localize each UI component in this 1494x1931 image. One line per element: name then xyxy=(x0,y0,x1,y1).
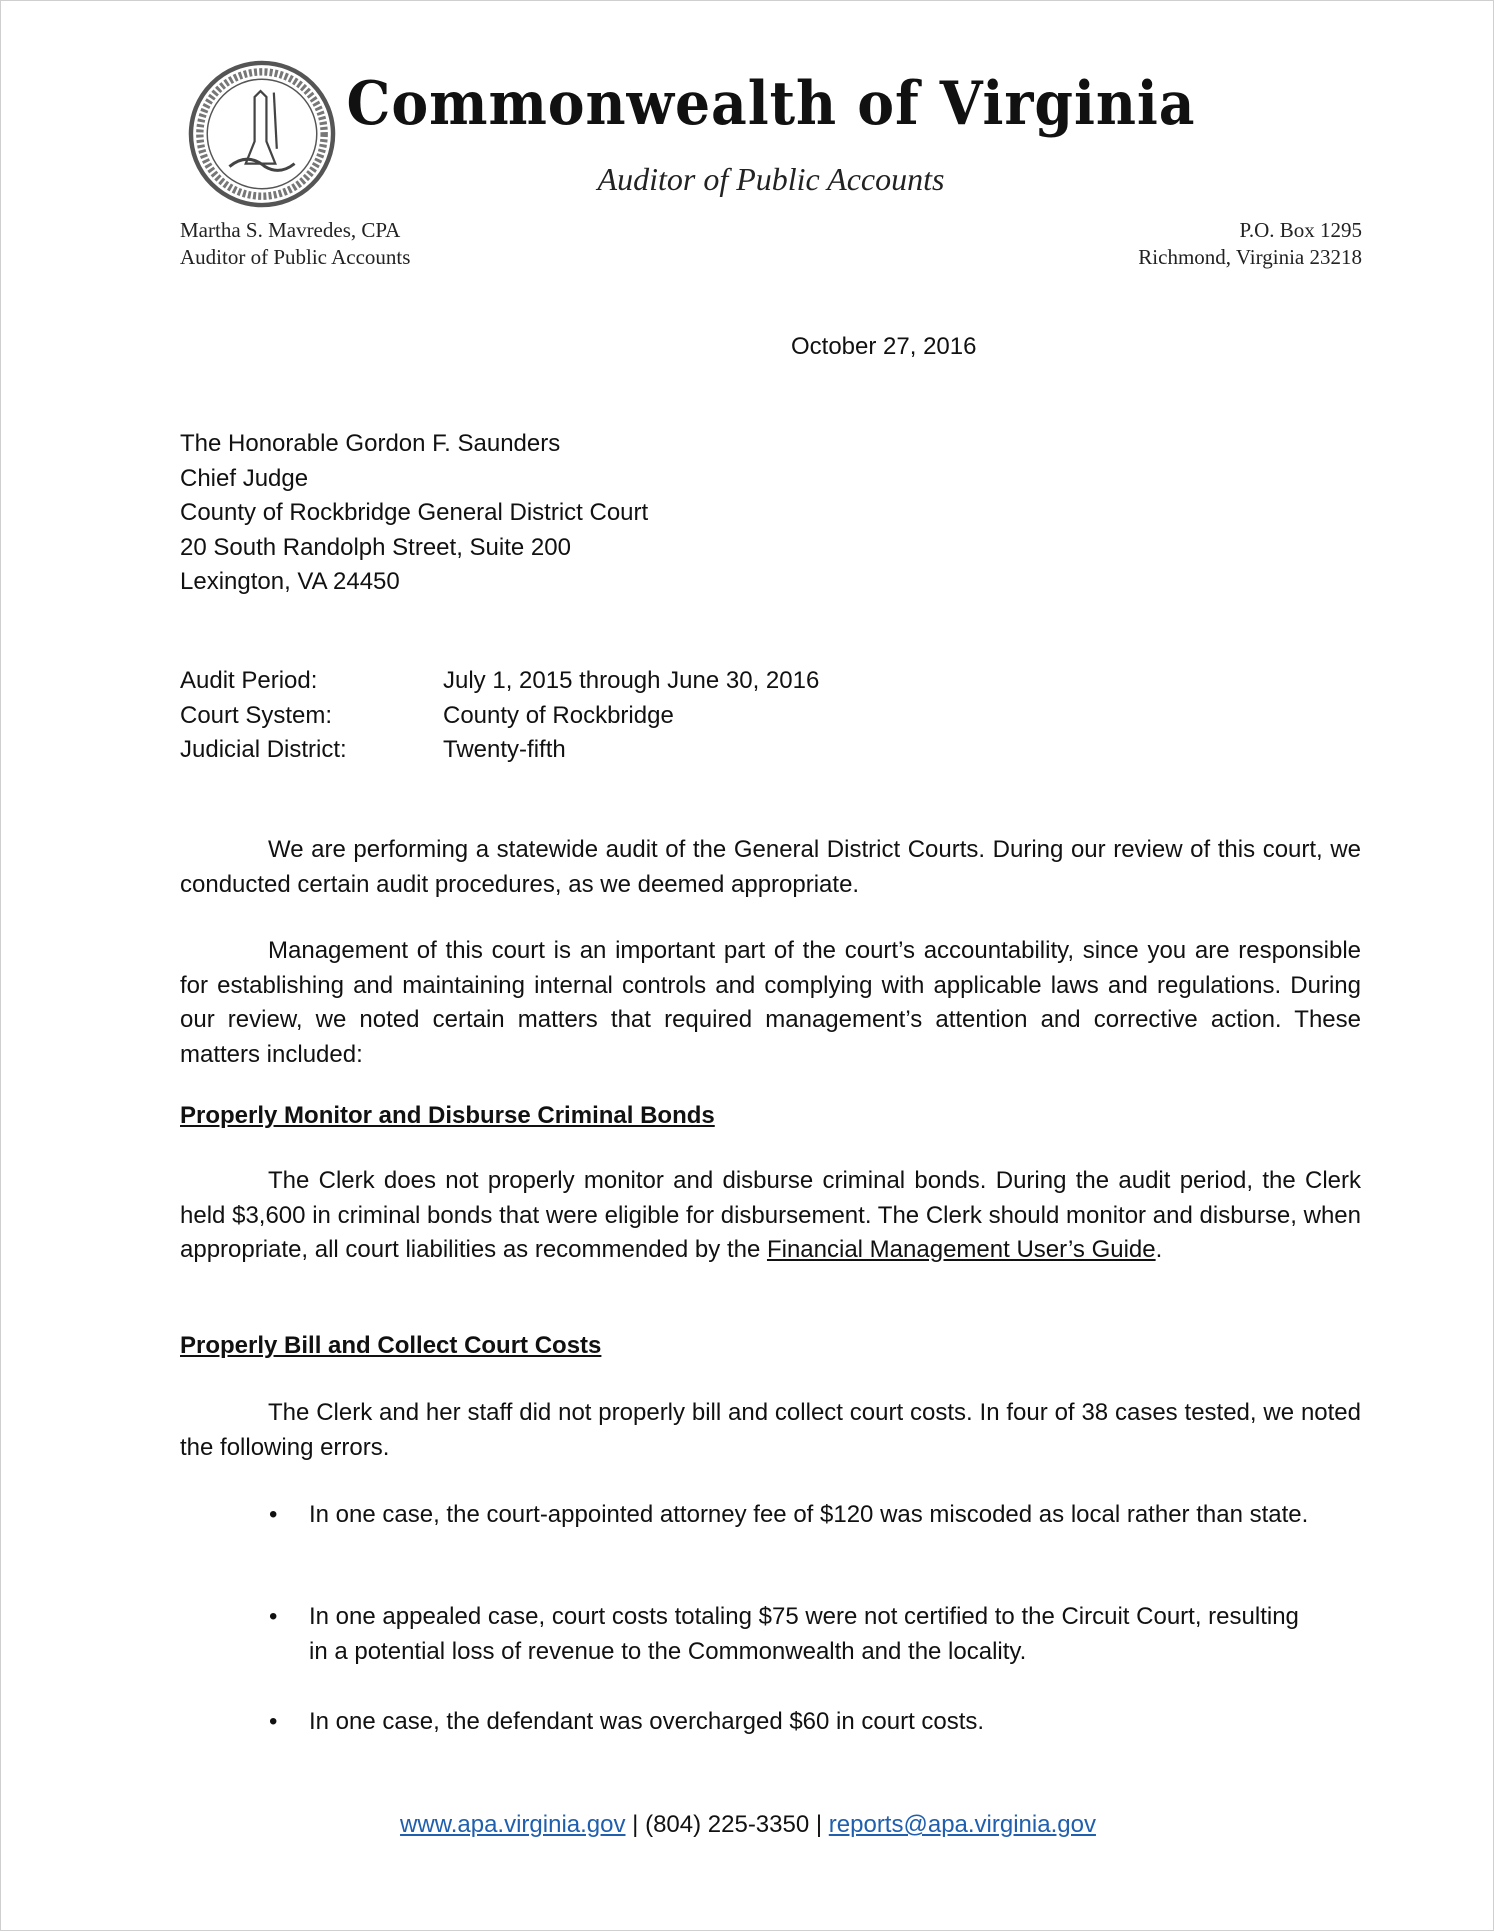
paragraph-intro: We are performing a statewide audit of the General District Courts. During our review of this court, we conducted certain audit procedures, as we deemed appropriate. xyxy=(180,836,1361,898)
office-address xyxy=(1138,217,1362,271)
bullet-icon: • xyxy=(269,1708,278,1735)
letterhead-title: Commonwealth of Virginia xyxy=(346,69,1196,139)
addressee-line: The Honorable Gordon F. Saunders xyxy=(180,430,561,457)
city-state: Richmond, Virginia 23218 xyxy=(1138,245,1362,269)
users-guide-reference: Financial Management User’s Guide xyxy=(766,1236,1156,1263)
paragraph-criminal-bonds: The Clerk does not properly monitor and disburse criminal bonds. During the audit period, the Clerk held $3,600 in criminal bonds that were eligible for disbursement. The Clerk should monitor and disburse, when appropriate, all court liabilities as recommended by the Financial Management User’s Guide. xyxy=(180,1167,1361,1263)
email-link[interactable]: reports@apa.virginia.gov xyxy=(828,1811,1096,1838)
phone-number: (804) 225-3350 xyxy=(645,1811,810,1838)
addressee-block xyxy=(180,427,648,600)
bullet-icon: • xyxy=(269,1603,278,1630)
audit-row xyxy=(180,733,819,768)
addressee-line: Chief Judge xyxy=(180,464,309,492)
audit-info xyxy=(180,664,819,768)
addressee-line: Lexington, VA 24450 xyxy=(180,568,400,595)
paragraph-court-costs: The Clerk and her staff did not properly bill and collect court costs. In four of 38 cases tested, we noted the following errors. xyxy=(180,1399,1361,1461)
bullet-item: • In one appealed case, court costs totaling $75 were not certified to the Circuit Court, resulting in a potential loss of revenue to the Commonwealth and the locality. xyxy=(269,1600,1319,1669)
bullet-item: • In one case, the court-appointed attorney fee of $120 was miscoded as local rather than state. xyxy=(269,1498,1319,1533)
paragraph-management: Management of this court is an important part of the court’s accountability, since you are responsible for establishing and maintaining internal controls and complying with applicable laws and regulations. During our review, we noted certain matters that required management’s attention and corrective action. These matters included: xyxy=(180,937,1361,1068)
letter-date: October 27, 2016 xyxy=(791,333,977,360)
website-link[interactable]: www.apa.virginia.gov xyxy=(400,1811,626,1838)
heading-criminal-bonds: Properly Monitor and Disburse Criminal Bonds xyxy=(180,1102,715,1129)
audit-label: Audit Period: xyxy=(180,667,318,694)
audit-label: Judicial District: xyxy=(180,736,347,763)
footer-contact xyxy=(1,1808,1494,1843)
letterhead-subtitle: Auditor of Public Accounts xyxy=(597,161,945,197)
audit-label: Court System: xyxy=(180,701,333,729)
po-box: P.O. Box 1295 xyxy=(1239,218,1362,242)
audit-value: County of Rockbridge xyxy=(443,701,674,729)
audit-row xyxy=(180,664,819,699)
auditor-title: Auditor of Public Accounts xyxy=(180,245,411,269)
auditor-name-block xyxy=(180,217,410,271)
separator: | xyxy=(809,1811,829,1838)
audit-row xyxy=(180,699,819,734)
heading-court-costs: Properly Bill and Collect Court Costs xyxy=(180,1332,602,1359)
auditor-name: Martha S. Mavredes, CPA xyxy=(180,218,401,242)
audit-value: Twenty-fifth xyxy=(443,736,566,763)
separator: | xyxy=(625,1811,646,1838)
bullet-icon: • xyxy=(269,1501,278,1528)
addressee-line: 20 South Randolph Street, Suite 200 xyxy=(180,533,571,561)
bullet-item: • In one case, the defendant was overcharged $60 in court costs. xyxy=(269,1705,1319,1740)
addressee-line: County of Rockbridge General District Court xyxy=(180,499,649,526)
audit-value: July 1, 2015 through June 30, 2016 xyxy=(443,667,820,694)
